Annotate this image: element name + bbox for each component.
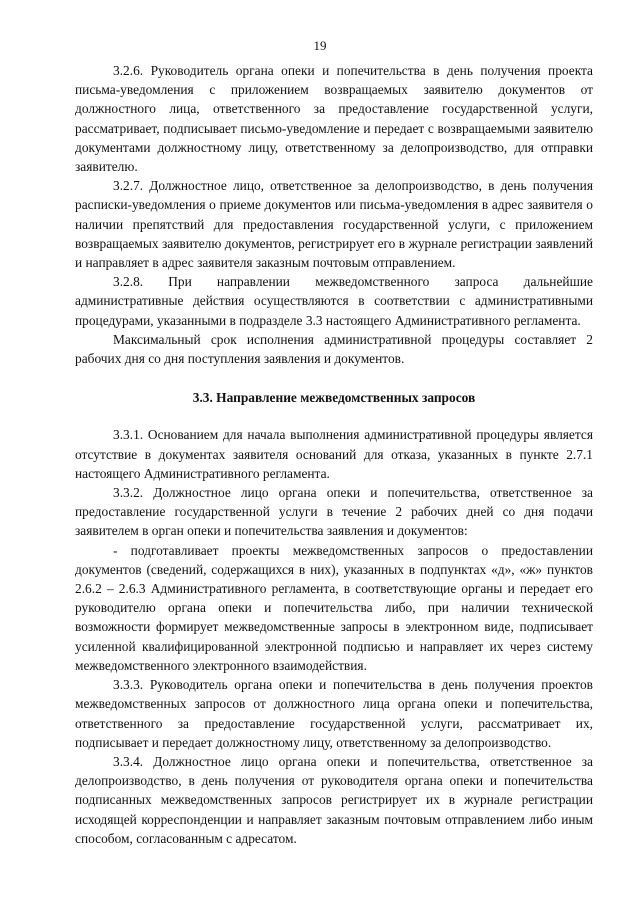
page-number: 19 <box>313 38 327 53</box>
paragraph-3-3-4: 3.3.4. Должностное лицо органа опеки и попечительства, ответственное за делопроизводство, в день получения от руководителя органа опеки и попечительства подписанных межведомственных запросов регистрирует их в журнале регистрации исходящей корреспонденции и направляет заказным почтовым отправлением либо иным способом, согласованным с адресатом. <box>75 753 593 846</box>
paragraph-3-3-2: 3.3.2. Должностное лицо органа опеки и попечительства, ответственное за предоставление государственной услуги в течение 2 рабочих дней со дня подачи заявителем в орган опеки и попечительства заявления и документов: <box>75 485 593 539</box>
document-body <box>75 61 593 848</box>
paragraph-3-2-6: 3.2.6. Руководитель органа опеки и попечительства в день получения проекта письма-уведомления с приложением возвращаемых заявителю документов от должностного лица, ответственного за предоставление государственной услуги, рассматривает, подписывает письмо-уведомление и передает с возвращаемыми заявителю документами должностному лицу, ответственному за делопроизводство, для отправки заявителю. <box>75 63 593 175</box>
paragraph-3-3-3: 3.3.3. Руководитель органа опеки и попечительства в день получения проектов межведомственных запросов от должностного лица органа опеки и попечительства, ответственного за предоставление государственной услуги, рассматривает их, подписывает и передает должностному лицу, ответственному за делопроизводство. <box>75 677 593 750</box>
section-heading: 3.3. Направление межведомственных запросов <box>192 390 476 406</box>
paragraph-3-3-2-list-item: - подготавливает проекты межведомственных запросов о предоставлении документов (сведений, содержащихся в них), указанных в подпунктах «д», «ж» пунктов 2.6.2 – 2.6.3 Административного регламента, в соответствующие органы и передает его руководителю органа опеки и попечительства либо, при наличии технической возможности формирует межведомственные запросы в электронном виде, подписывает усиленной квалифицированной электронной подписью и направляет их через систему межведомственного электронного взаимодействия. <box>75 542 593 673</box>
paragraph-3-3-1: 3.3.1. Основанием для начала выполнения административной процедуры является отсутствие в документах заявителя оснований для отказа, указанных в пункте 2.7.1 настоящего Административного регламента. <box>75 427 593 481</box>
paragraph-max-duration: Максимальный срок исполнения административной процедуры составляет 2 рабочих дня со дня поступления заявления и документов. <box>75 331 593 367</box>
paragraph-3-2-7: 3.2.7. Должностное лицо, ответственное за делопроизводство, в день получения расписки-уведомления о приеме документов или письма-уведомления в адрес заявителя о наличии препятствий для предоставления государственной услуги, с приложением возвращаемых заявителю документов, регистрирует его в журнале регистрации заявлений и направляет в адрес заявителя заказным почтовым отправлением. <box>75 178 593 271</box>
paragraph-3-2-8: 3.2.8. При направлении межведомственного запроса дальнейшие административные действия осуществляются в соответствии с административными процедурами, указанными в подразделе 3.3 настоящего Административного регламента. <box>75 274 593 328</box>
